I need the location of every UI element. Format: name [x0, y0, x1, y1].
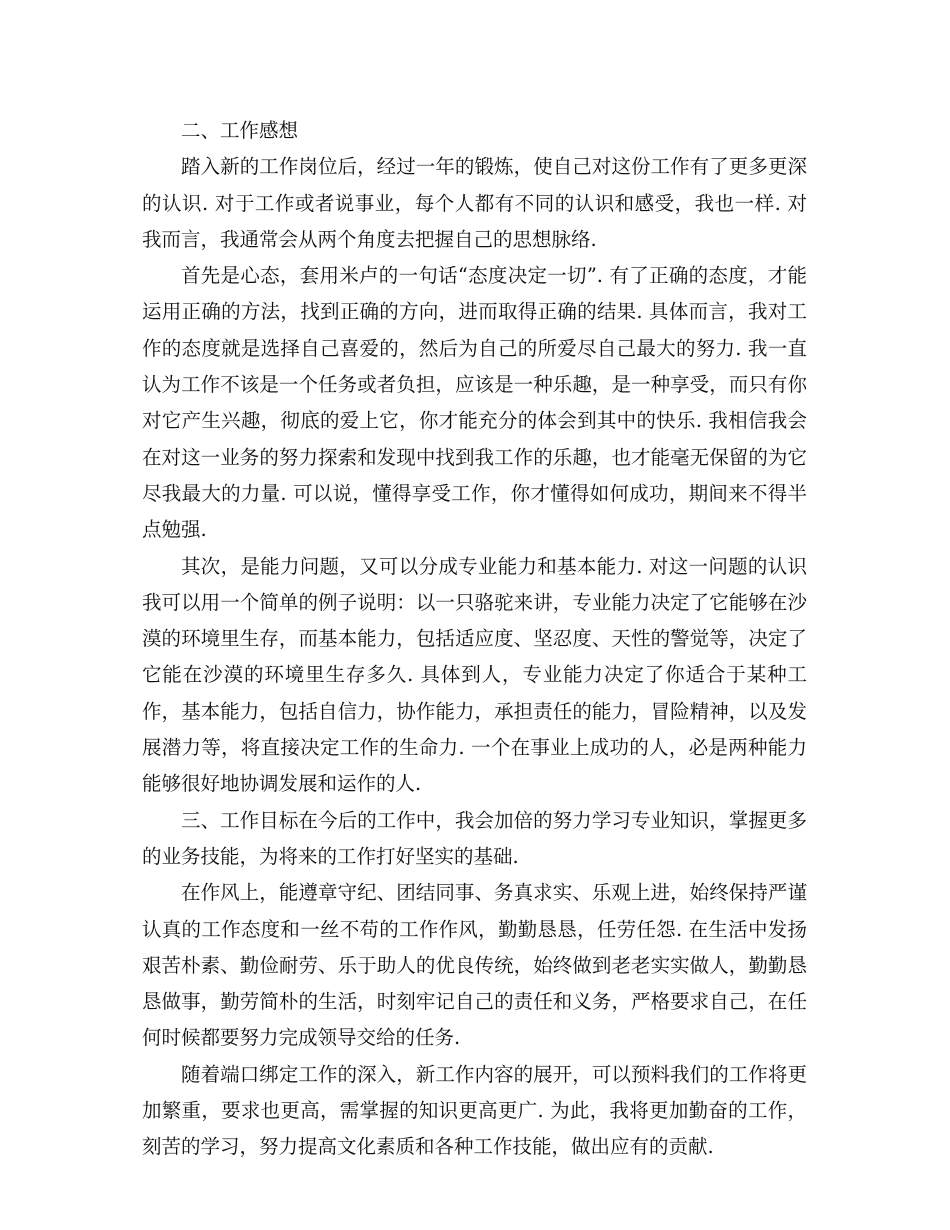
paragraph-ability: 其次，是能力问题，又可以分成专业能力和基本能力. 对这一问题的认识我可以用一个简单的例子说明：以一只骆驼来讲，专业能力决定了它能够在沙漠的环境里生存，而基本能力，包括适应度、坚忍度、天性的警觉等，决定了它能在沙漠的环境里生存多久. 具体到人，专业能力决定了你适合于某种工作，基本能力，包括自信力，协作能力，承担责任的能力，冒险精神，以及发展潜力等，将直接决定工作的生命力. 一个在事业上成功的人，必是两种能力能够很好地协调发展和运作的人. — [142, 554, 807, 796]
paragraph-attitude: 首先是心态，套用米卢的一句话“态度决定一切”. 有了正确的态度，才能运用正确的方法，找到正确的方向，进而取得正确的结果. 具体而言，我对工作的态度就是选择自己喜爱的，然后为自己的所爱尽自己最大的努力. 我一直认为工作不该是一个任务或者负担，应该是一种乐趣，是一种享受，而只有你对它产生兴趣，彻底的爱上它，你才能充分的体会到其中的快乐. 我相信我会在对这一业务的努力探索和发现中找到我工作的乐趣，也才能毫无保留的为它尽我最大的力量. 可以说，懂得享受工作，你才懂得如何成功，期间来不得半点勉强. — [142, 264, 807, 542]
document-body — [142, 113, 807, 1166]
paragraph-work-style: 在作风上，能遵章守纪、团结同事、务真求实、乐观上进，始终保持严谨认真的工作态度和一丝不苟的工作作风，勤勤恳恳，任劳任怨. 在生活中发扬艰苦朴素、勤俭耐劳、乐于助人的优良传统，始终做到老老实实做人，勤勤恳恳做事，勤劳简朴的生活，时刻牢记自己的责任和义务，严格要求自己，在任何时候都要努力完成领导交给的任务. — [142, 881, 807, 1050]
section-heading-work-reflections: 二、工作感想 — [181, 119, 299, 142]
section-heading-work-goals: 三、工作目标在今后的工作中，我会加倍的努力学习专业知识，掌握更多的业务技能，为将来的工作打好坚实的基础. — [142, 808, 807, 868]
paragraph-intro: 踏入新的工作岗位后，经过一年的锻炼，使自己对这份工作有了更多更深的认识. 对于工作或者说事业，每个人都有不同的认识和感受，我也一样. 对我而言，我通常会从两个角度去把握自己的思想脉络. — [142, 155, 807, 251]
paragraph-conclusion: 随着端口绑定工作的深入，新工作内容的展开，可以预料我们的工作将更加繁重，要求也更高，需掌握的知识更高更广. 为此，我将更加勤奋的工作，刻苦的学习，努力提高文化素质和各种工作技能，做出应有的贡献. — [142, 1062, 807, 1159]
